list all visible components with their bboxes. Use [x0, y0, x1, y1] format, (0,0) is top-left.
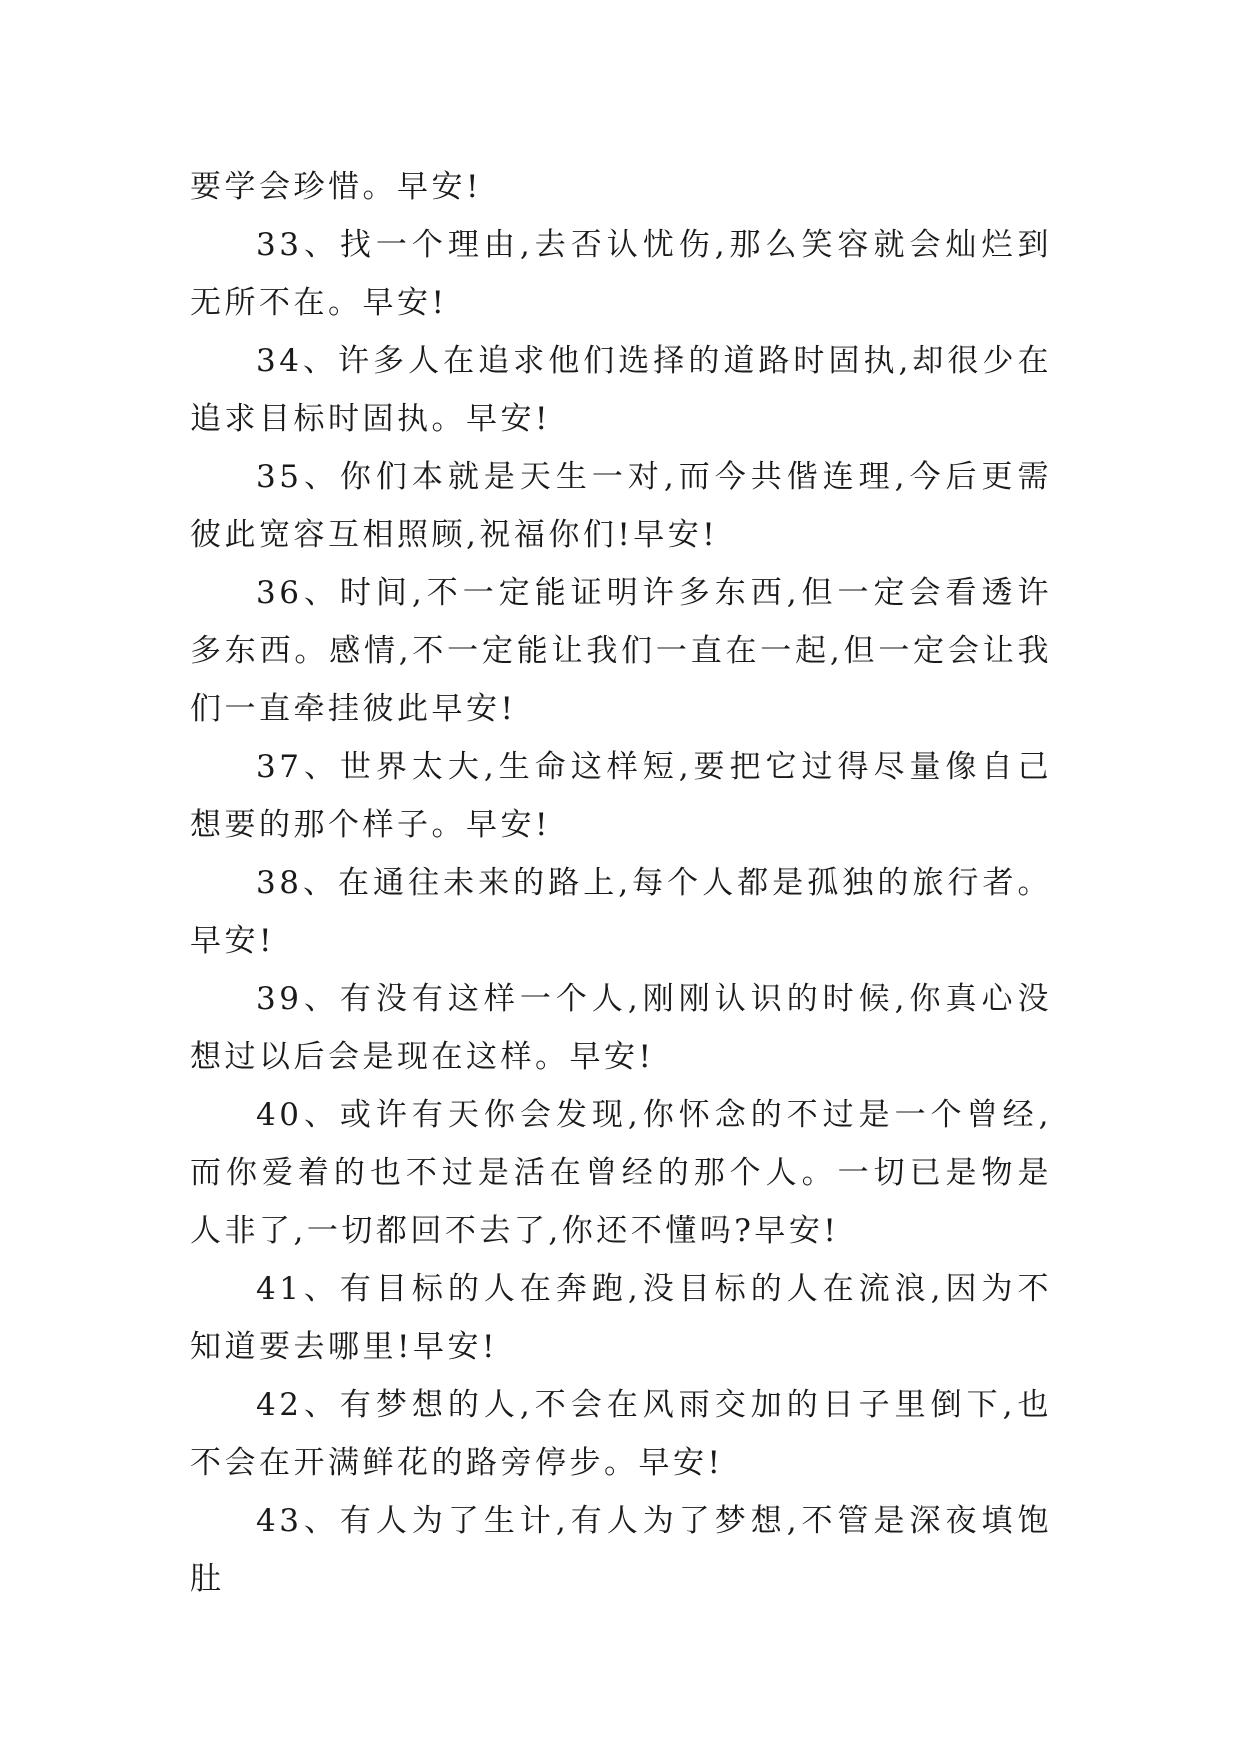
- paragraph-39: 39、有没有这样一个人,刚刚认识的时候,你真心没想过以后会是现在这样。早安!: [190, 981, 1052, 1075]
- paragraph-37: 37、世界太大,生命这样短,要把它过得尽量像自己想要的那个样子。早安!: [190, 749, 1052, 843]
- paragraph-40: 40、或许有天你会发现,你怀念的不过是一个曾经,而你爱着的也不过是活在曾经的那个人。一切已是物是人非了,一切都回不去了,你还不懂吗?早安!: [190, 1097, 1052, 1249]
- document-body: [190, 158, 1052, 1608]
- paragraph-33: 33、找一个理由,去否认忧伤,那么笑容就会灿烂到无所不在。早安!: [190, 227, 1052, 321]
- paragraph-38: 38、在通往未来的路上,每个人都是孤独的旅行者。早安!: [190, 865, 1052, 959]
- paragraph-36: 36、时间,不一定能证明许多东西,但一定会看透许多东西。感情,不一定能让我们一直在一起,但一定会让我们一直牵挂彼此早安!: [190, 575, 1052, 727]
- paragraph-continuation: 要学会珍惜。早安!: [190, 169, 482, 205]
- paragraph-34: 34、许多人在追求他们选择的道路时固执,却很少在追求目标时固执。早安!: [190, 343, 1052, 437]
- paragraph-43: 43、有人为了生计,有人为了梦想,不管是深夜填饱肚: [190, 1503, 1052, 1597]
- paragraph-41: 41、有目标的人在奔跑,没目标的人在流浪,因为不知道要去哪里!早安!: [190, 1271, 1052, 1365]
- paragraph-42: 42、有梦想的人,不会在风雨交加的日子里倒下,也不会在开满鲜花的路旁停步。早安!: [190, 1387, 1052, 1481]
- paragraph-35: 35、你们本就是天生一对,而今共偕连理,今后更需彼此宽容互相照顾,祝福你们!早安!: [190, 459, 1052, 553]
